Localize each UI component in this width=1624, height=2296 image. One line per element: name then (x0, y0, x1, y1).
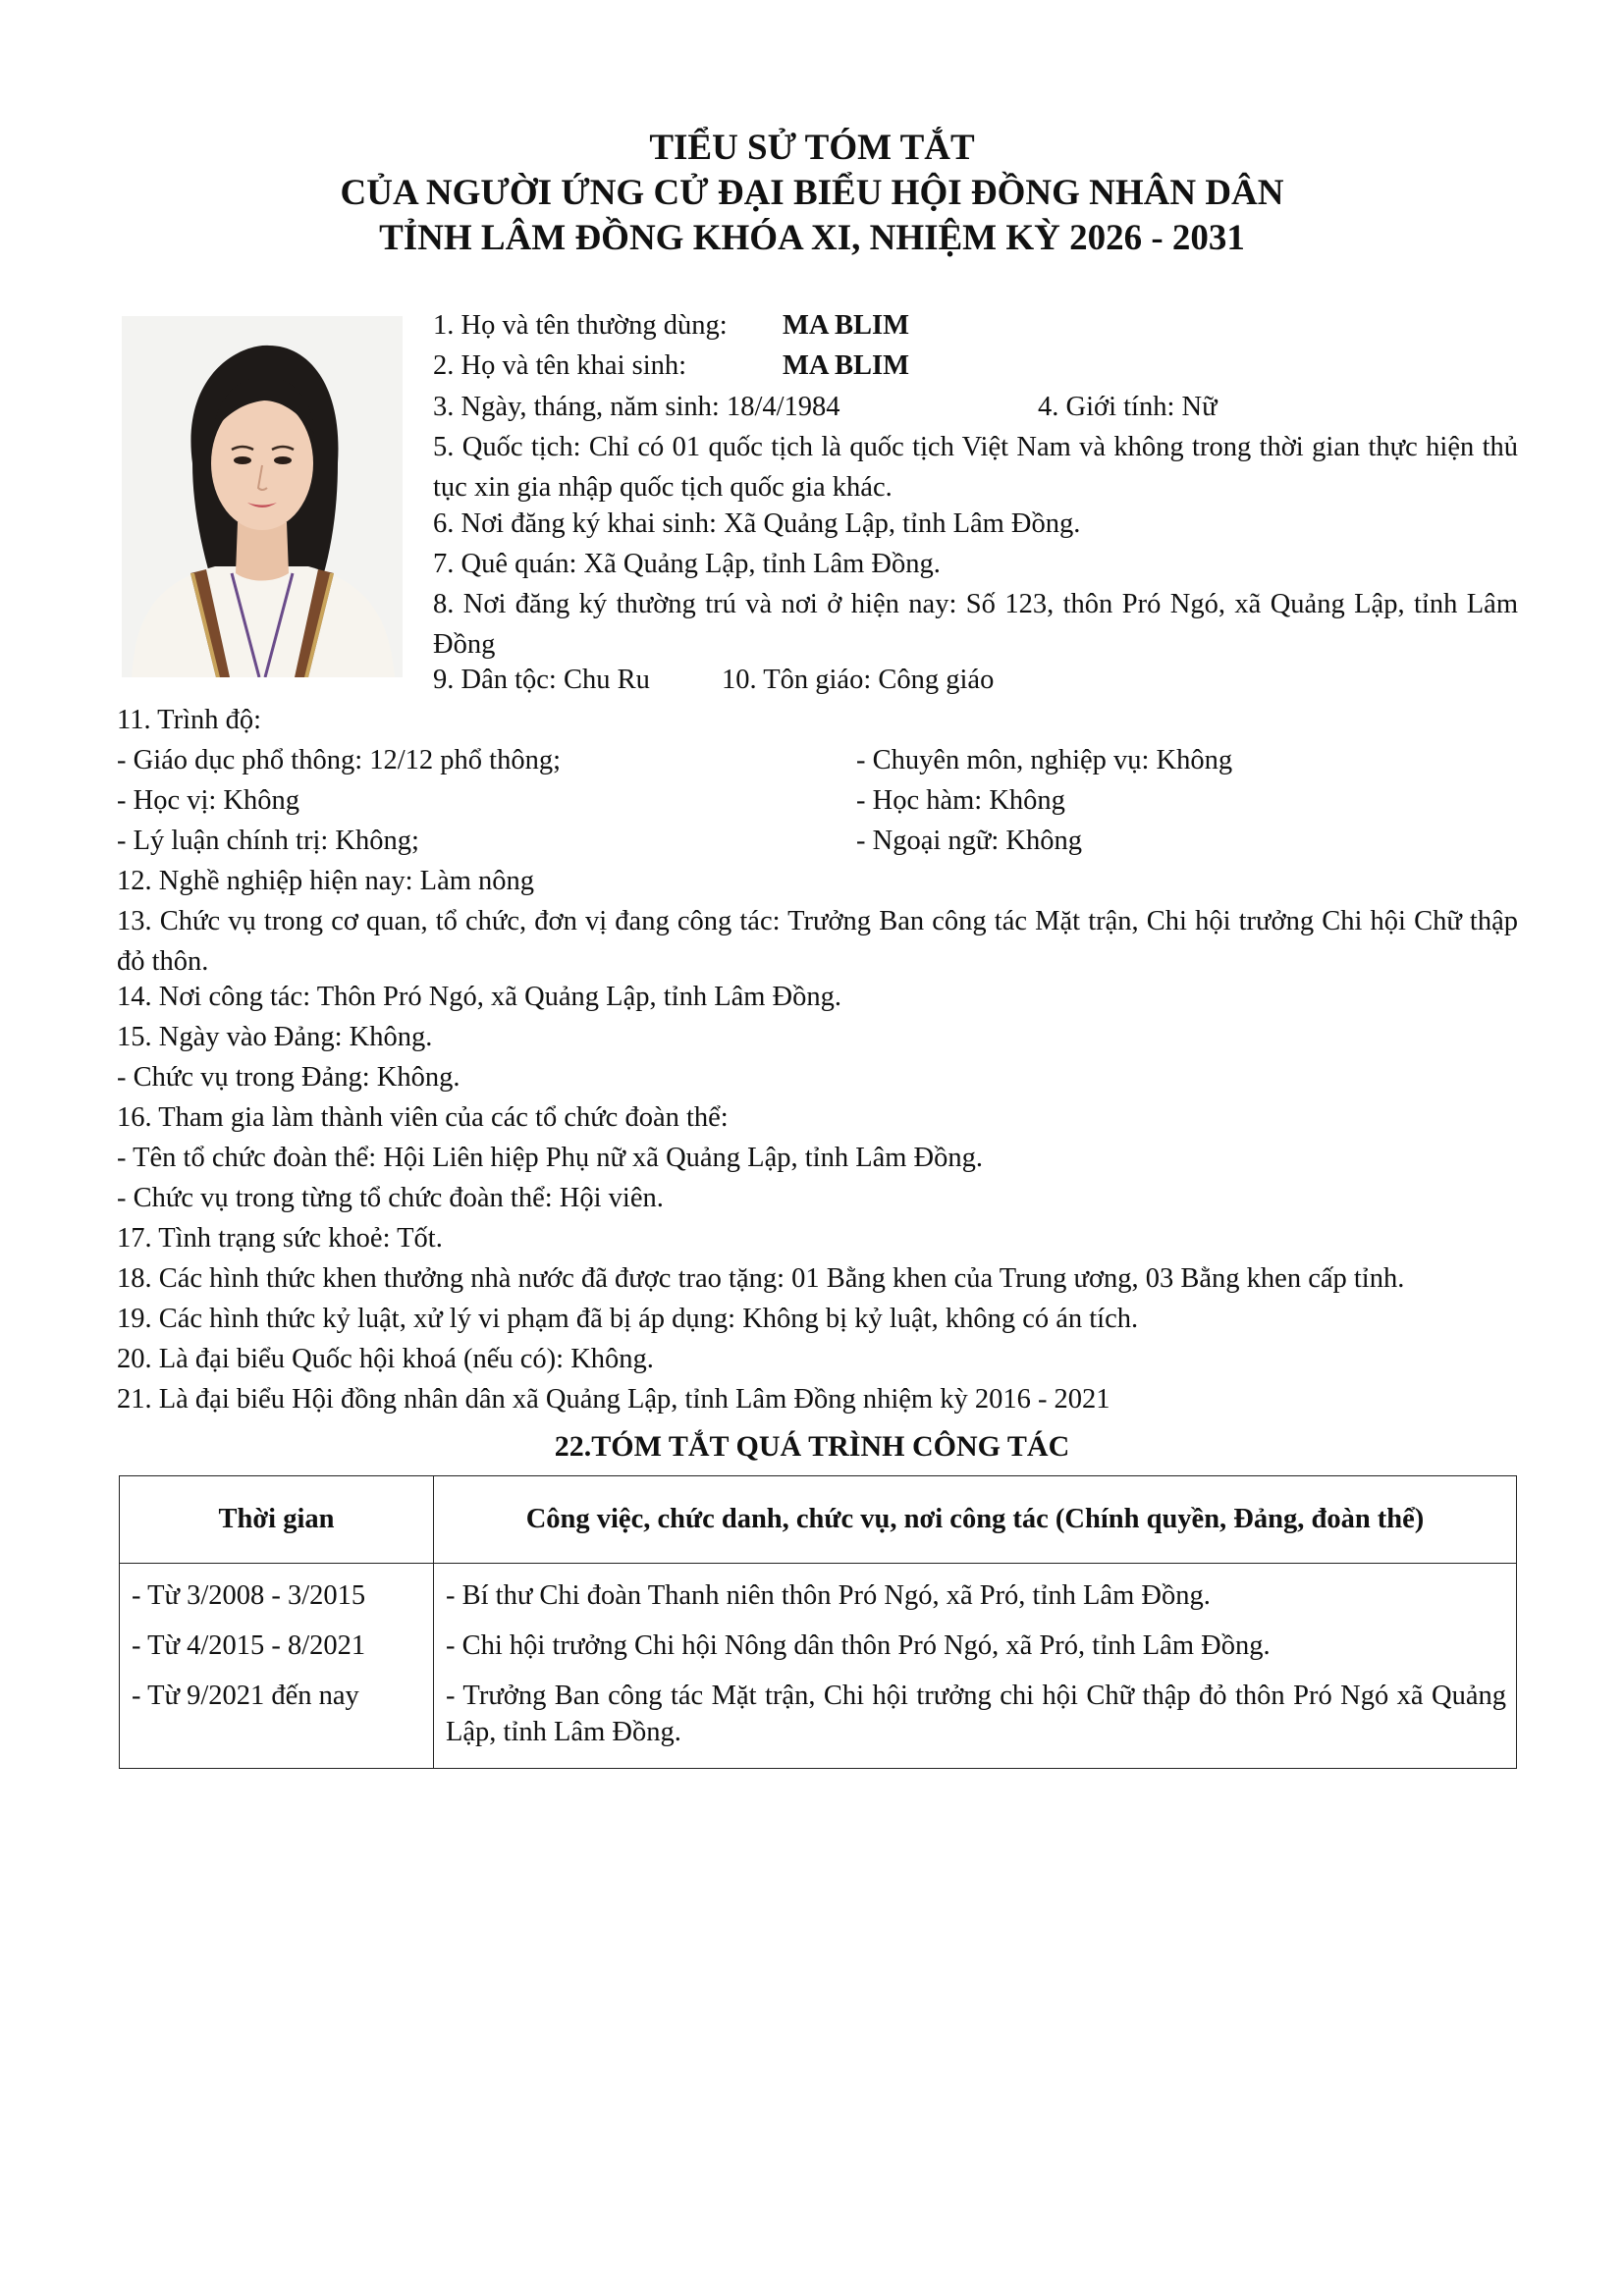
table-header-row (120, 1476, 1517, 1564)
field-council-member: 21. Là đại biểu Hội đồng nhân dân xã Quảng Lập, tỉnh Lâm Đồng nhiệm kỳ 2016 - 2021 (117, 1384, 1110, 1415)
time-cell (120, 1564, 434, 1769)
field-common-name-value: MA BLIM (783, 310, 910, 341)
field-common-name-label: 1. Họ và tên thường dùng: (433, 310, 728, 341)
description-entry: - Bí thư Chi đoàn Thanh niên thôn Pró Ngó, xã Pró, tỉnh Lâm Đồng. (446, 1580, 1211, 1611)
field-ethnicity: 9. Dân tộc: Chu Ru (433, 665, 650, 695)
field-party-join-date: 15. Ngày vào Đảng: Không. (117, 1022, 433, 1052)
field-position: 13. Chức vụ trong cơ quan, tổ chức, đơn vị đang công tác: Trưởng Ban công tác Mặt trận, Chi hội trưởng Chi hội Chữ thập đỏ thôn. (117, 906, 1518, 978)
field-religion: 10. Tôn giáo: Công giáo (722, 665, 995, 695)
candidate-photo (122, 316, 403, 677)
field-organization-name: - Tên tổ chức đoàn thể: Hội Liên hiệp Phụ nữ xã Quảng Lập, tỉnh Lâm Đồng. (117, 1143, 984, 1173)
education-political: - Lý luận chính trị: Không; (117, 826, 419, 856)
field-birth-name-label: 2. Họ và tên khai sinh: (433, 350, 687, 381)
education-professional: - Chuyên môn, nghiệp vụ: Không (856, 745, 1233, 775)
description-cell (434, 1564, 1517, 1769)
field-organization-role: - Chức vụ trong từng tổ chức đoàn thể: Hội viên. (117, 1183, 664, 1213)
field-gender: 4. Giới tính: Nữ (1038, 392, 1218, 422)
field-residence: 8. Nơi đăng ký thường trú và nơi ở hiện nay: Số 123, thôn Pró Ngó, xã Quảng Lập, tỉnh Lâm Đồng (433, 589, 1518, 661)
field-hometown: 7. Quê quán: Xã Quảng Lập, tỉnh Lâm Đồng. (433, 549, 941, 579)
field-birth-date: 3. Ngày, tháng, năm sinh: 18/4/1984 (433, 392, 840, 422)
title-line-1: TIỂU SỬ TÓM TẮT (649, 128, 975, 168)
field-occupation: 12. Nghề nghiệp hiện nay: Làm nông (117, 866, 535, 896)
column-header-description: Công việc, chức danh, chức vụ, nơi công tác (Chính quyền, Đảng, đoàn thể) (434, 1476, 1517, 1564)
field-health: 17. Tình trạng sức khoẻ: Tốt. (117, 1223, 443, 1254)
field-national-assembly: 20. Là đại biểu Quốc hội khoá (nếu có): Không. (117, 1344, 654, 1374)
field-birth-registration: 6. Nơi đăng ký khai sinh: Xã Quảng Lập, tỉnh Lâm Đồng. (433, 508, 1081, 539)
field-party-position: - Chức vụ trong Đảng: Không. (117, 1062, 460, 1093)
time-entry: - Từ 3/2008 - 3/2015 (132, 1580, 366, 1611)
field-awards: 18. Các hình thức khen thưởng nhà nước đã được trao tặng: 01 Bằng khen của Trung ương, 03 Bằng khen cấp tỉnh. (117, 1263, 1405, 1294)
education-heading: 11. Trình độ: (117, 705, 262, 735)
document-title (0, 126, 1624, 261)
title-line-3: TỈNH LÂM ĐỒNG KHÓA XI, NHIỆM KỲ 2026 - 2031 (379, 218, 1245, 258)
time-entry: - Từ 9/2021 đến nay (132, 1681, 359, 1712)
title-line-2: CỦA NGƯỜI ỨNG CỬ ĐẠI BIỂU HỘI ĐỒNG NHÂN DÂN (340, 173, 1284, 213)
work-history-table (119, 1475, 1517, 1769)
time-entry: - Từ 4/2015 - 8/2021 (132, 1630, 366, 1662)
description-entry: - Trưởng Ban công tác Mặt trận, Chi hội trưởng chi hội Chữ thập đỏ thôn Pró Ngó xã Quảng Lập, tỉnh Lâm Đồng. (446, 1681, 1506, 1748)
education-language: - Ngoại ngữ: Không (856, 826, 1082, 856)
field-organizations: 16. Tham gia làm thành viên của các tổ chức đoàn thể: (117, 1102, 729, 1133)
education-degree: - Học vị: Không (117, 785, 300, 816)
field-discipline: 19. Các hình thức kỷ luật, xử lý vi phạm đã bị áp dụng: Không bị kỷ luật, không có án tích. (117, 1304, 1139, 1334)
description-entry: - Chi hội trưởng Chi hội Nông dân thôn Pró Ngó, xã Pró, tỉnh Lâm Đồng. (446, 1630, 1271, 1662)
field-nationality: 5. Quốc tịch: Chỉ có 01 quốc tịch là quốc tịch Việt Nam và không trong thời gian thực hiện thủ tục xin gia nhập quốc tịch quốc gia khác. (433, 432, 1518, 504)
education-academic-title: - Học hàm: Không (856, 785, 1065, 816)
work-history-title: 22.TÓM TẮT QUÁ TRÌNH CÔNG TÁC (554, 1430, 1070, 1463)
education-general: - Giáo dục phổ thông: 12/12 phổ thông; (117, 745, 562, 775)
column-header-time: Thời gian (120, 1476, 434, 1564)
field-birth-name-value: MA BLIM (783, 350, 910, 381)
table-row (120, 1564, 1517, 1769)
field-workplace: 14. Nơi công tác: Thôn Pró Ngó, xã Quảng Lập, tỉnh Lâm Đồng. (117, 982, 842, 1012)
